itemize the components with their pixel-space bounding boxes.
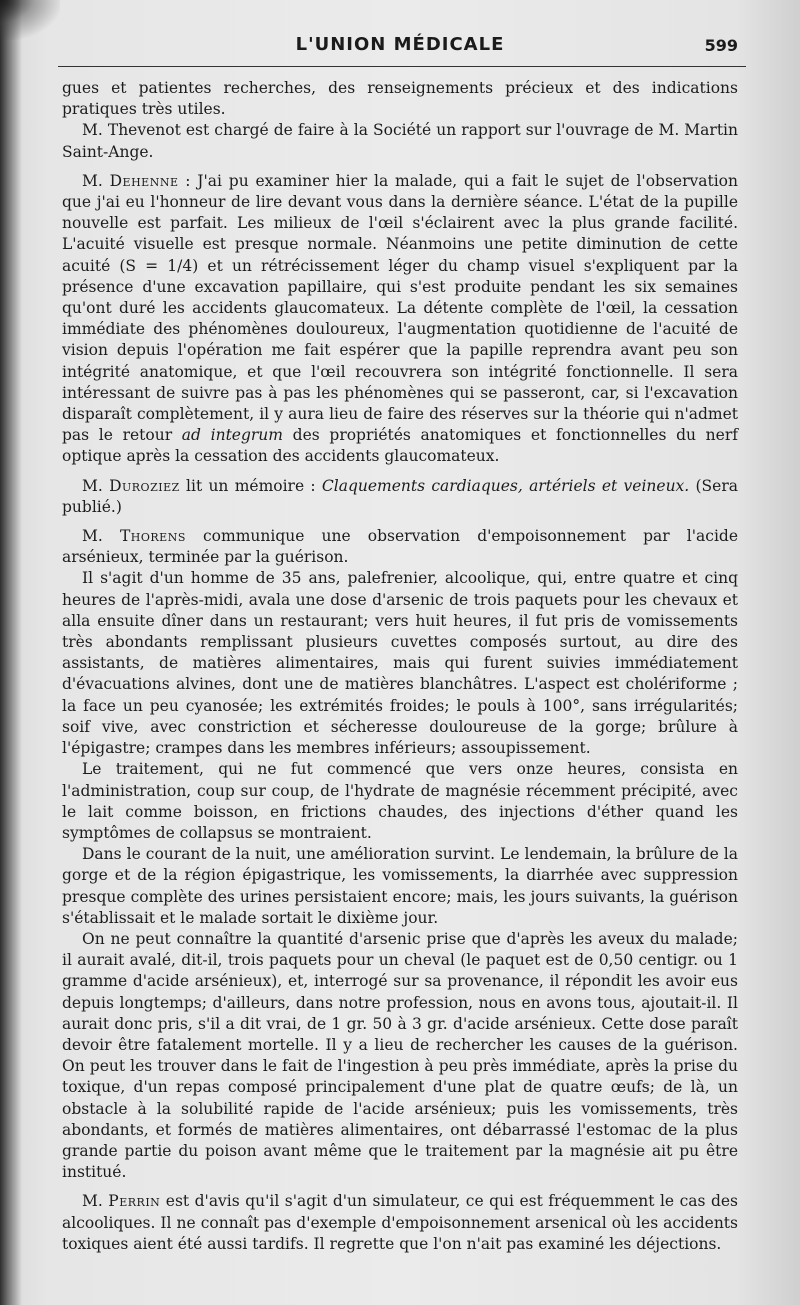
paragraph — [62, 171, 738, 468]
paragraph — [62, 929, 738, 1183]
binding-shadow — [0, 0, 22, 1305]
speaker-prefix: M. — [82, 527, 120, 546]
paragraph-text: lit un mémoire : — [179, 476, 322, 495]
paragraph — [62, 759, 738, 844]
page-number: 599 — [704, 36, 738, 55]
paragraph-text: On ne peut connaître la quantité d'arsenic prise que d'après les aveux du malade; il aurait avalé, dit-il, trois paquets pour un cheval (le paquet est de 0,50 centigr. ou 1 gramme d'acide arsénieux), et, interrogé sur sa provenance, il répondit les avoir eus depuis longtemps; d'ailleurs, dans notre profession, nous en avons tous, ajoutait-il. Il aurait donc pris, s'il a dit vrai, de 1 gr. 50 à 3 gr. d'acide arsénieux. Cette dose paraît devoir être fatalement mortelle. Il y a lieu de rechercher les causes de la guérison. On peut les trouver dans le fait de l'ingestion à peu près immédiate, après la prise du toxique, d'un repas composé principalement d'une plat de quatre œufs; de là, un obstacle à la solubilité rapide de l'acide arsénieux; puis les vomissements, très abondants, et formés de matières alimentaires, ont débarrassé l'estomac de la plus grande partie du poison avant même que le traitement par la magnésie ait pu être institué. — [62, 929, 738, 1182]
paragraph-text: Dans le courant de la nuit, une amélioration survint. Le lendemain, la brûlure de la gorge et de la région épigastrique, les vomissements, la diarrhée avec suppression presque complète des urines persistaient encore; mais, les jours suivants, la guérison s'établissait et le malade sortait le dixième jour. — [62, 845, 738, 927]
speaker-name: Perrin — [108, 1192, 161, 1211]
running-title: L'UNION MÉDICALE — [295, 34, 505, 55]
paragraph-text: Le traitement, qui ne fut commencé que vers onze heures, consista en l'administration, coup sur coup, de l'hydrate de magnésie récemment précipité, avec le lait comme boisson, en frictions chaudes, des injections d'éther quand les symptômes de collapsus se montraient. — [62, 760, 738, 842]
paragraph-text: gues et patientes recherches, des renseignements précieux et des indications pratiques très utiles. — [62, 79, 738, 119]
paragraph — [62, 476, 738, 518]
paragraph-text: Il s'agit d'un homme de 35 ans, palefrenier, alcoolique, qui, entre quatre et cinq heures de l'après-midi, avala une dose d'arsenic de trois paquets pour les chevaux et alla ensuite dîner dans un restaurant; vers huit heures, il fut pris de vomissements très abondants remplissant plusieurs cuvettes composés surtout, au dire des assistants, de matières alimentaires, mais qui furent suivies immédiatement d'évacuations alvines, dont une de matières blanchâtres. L'aspect est cholériforme ; la face un peu cyanosée; les extrémités froides; le pouls à 100°, sans irrégularités; soif vive, avec constriction et sécheresse douloureuse de la gorge; brûlure à l'épigastre; crampes dans les membres inférieurs; assoupissement. — [62, 569, 738, 758]
speaker-name: Duroziez — [109, 476, 180, 495]
speaker-name: Thorens — [119, 527, 186, 546]
page-header — [60, 34, 740, 60]
header-rule — [58, 66, 746, 67]
paragraph-text-after: des propriétés anatomiques et fonctionnelles du nerf optique après la cessation des accidents glaucomateux. — [62, 426, 738, 466]
corner-shadow — [0, 0, 60, 40]
italic-phrase: ad integrum — [181, 426, 283, 445]
paragraph-text: : J'ai pu examiner hier la malade, qui a fait le sujet de l'observation que j'ai eu l'honneur de lire devant vous dans la dernière séance. L'état de la pupille nouvelle est parfait. Les milieux de l'œil s'éclairent avec la plus grande facilité. L'acuité visuelle est presque normale. Néanmoins une petite diminution de cette acuité (S = 1/4) et un rétrécissement léger du champ visuel s'expliquent par la présence d'une excavation papillaire, qui s'est produite pendant les six semaines qu'ont duré les accidents glaucomateux. La détente complète de l'œil, la cessation immédiate des phénomènes douloureux, l'augmentation quotidienne de l'acuité de vision depuis l'opération me fait espérer que la papille reprendra avant peu son intégrité anatomique, et que l'œil recouvrera son intégrité fonctionnelle. Il sera intéressant de suivre pas à pas les phénomènes qui se passeront, car, si l'excavation disparaît complètement, il y aura lieu de faire des réserves sur la théorie qui n'admet pas le retour — [62, 171, 738, 445]
speaker-prefix: M. — [82, 1192, 109, 1211]
speaker-name: Dehenne — [109, 171, 179, 190]
paragraph — [62, 120, 738, 162]
paragraph-text: M. Thevenot est chargé de faire à la Société un rapport sur l'ouvrage de M. Martin Saint-Ange. — [62, 121, 738, 161]
paragraph-text-after: (Sera publié.) — [62, 476, 739, 516]
paragraph-text: est d'avis qu'il s'agit d'un simulateur, ce qui est fréquemment le cas des alcooliques. Il ne connaît pas d'exemple d'empoisonnement arsenical où les accidents toxiques aient été aussi tardifs. Il regrette que l'on n'ait pas examiné les déjections. — [62, 1192, 738, 1253]
italic-title: Claquements cardiaques, artériels et veineux. — [321, 476, 690, 495]
paragraph — [62, 568, 738, 759]
paragraph — [62, 526, 738, 568]
paragraph — [62, 1191, 738, 1255]
speaker-prefix: M. — [82, 171, 110, 190]
body-text — [62, 78, 738, 1255]
paragraph — [62, 844, 738, 929]
paragraph-text: communique une observation d'empoisonnement par l'acide arsénieux, terminée par la guérison. — [62, 527, 738, 567]
paragraph — [62, 78, 738, 120]
speaker-prefix: M. — [82, 476, 110, 495]
